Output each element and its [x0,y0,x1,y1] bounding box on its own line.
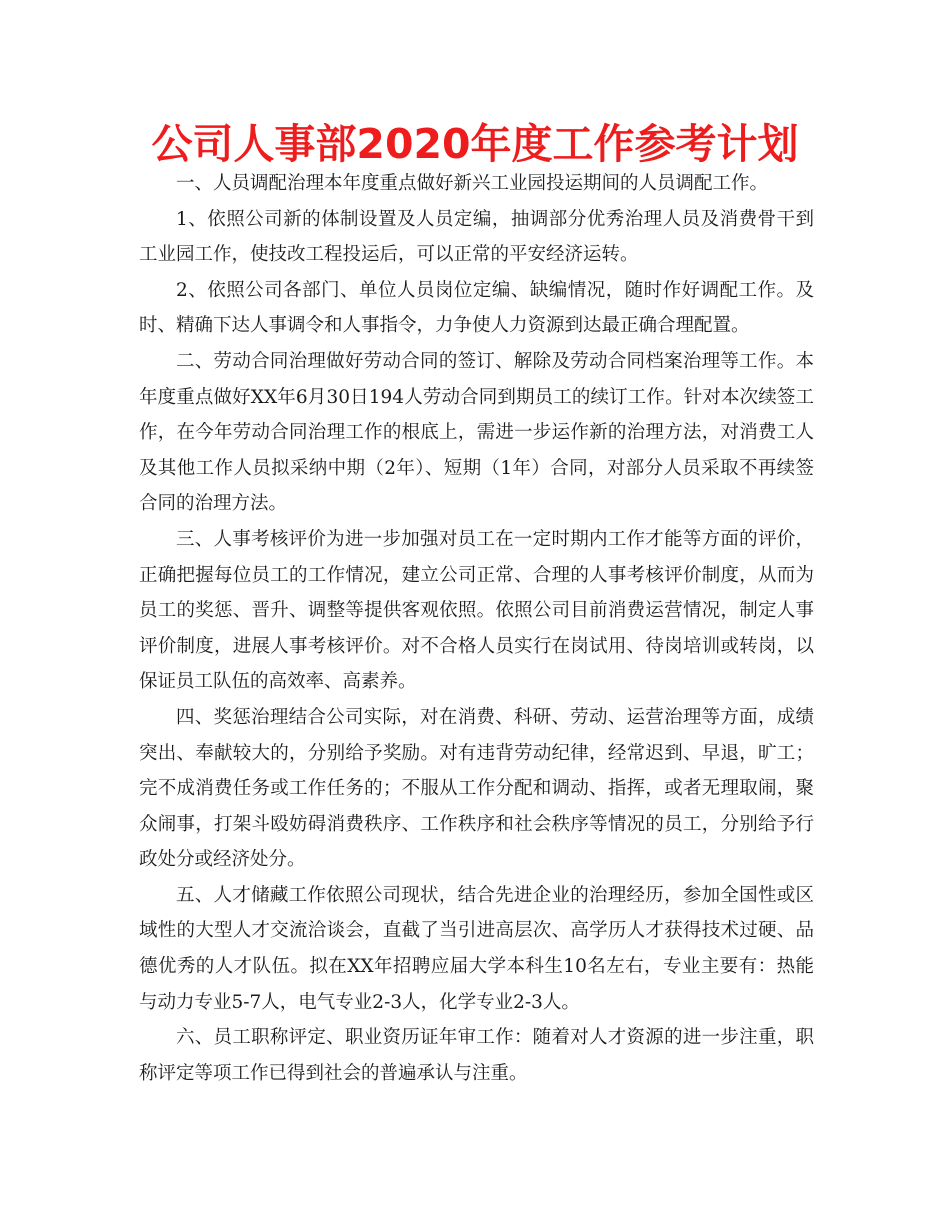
paragraph-title-evaluation: 六、员工职称评定、职业资历证年审工作：随着对人才资源的进一步注重，职称评定等项工作已得到社会的普遍承认与注重。 [139,1027,814,1084]
paragraph-allocation-item-2: 2、依照公司各部门、单位人员岗位定编、缺编情况，随时作好调配工作。及时、精确下达人事调令和人事指令，力争使人力资源到达最正确合理配置。 [139,279,814,337]
paragraph-personnel-allocation: 一、人员调配治理本年度重点做好新兴工业园投运期间的人员调配工作。 [176,173,769,194]
document-title: 公司人事部2020年度工作参考计划 [151,120,799,168]
paragraph-performance-review: 三、人事考核评价为进一步加强对员工在一定时期内工作才能等方面的评价，正确把握每位员工的工作情况，建立公司正常、合理的人事考核评价制度，从而为员工的奖惩、晋升、调整等提供客观依照。依照公司目前消费运营情况，制定人事评价制度，进展人事考核评价。对不合格人员实行在岗试用、待岗培训或转岗，以保证员工队伍的高效率、高素养。 [139,528,814,693]
paragraph-labor-contract: 二、劳动合同治理做好劳动合同的签订、解除及劳动合同档案治理等工作。本年度重点做好XX年6月30日194人劳动合同到期员工的续订工作。针对本次续签工作，在今年劳动合同治理工作的根底上，需进一步运作新的治理方法，对消费工人及其他工作人员拟采纳中期（2年）、短期（1年）合同，对部分人员采取不再续签合同的治理方法。 [139,350,814,515]
document-body [139,166,814,1091]
paragraph-allocation-item-1: 1、依照公司新的体制设置及人员定编，抽调部分优秀治理人员及消费骨干到工业园工作，使技改工程投运后，可以正常的平安经济运转。 [139,208,814,266]
paragraph-rewards-penalties: 四、奖惩治理结合公司实际，对在消费、科研、劳动、运营治理等方面，成绩突出、奉献较大的，分别给予奖励。对有违背劳动纪律，经常迟到、早退，旷工；完不成消费任务或工作任务的；不服从工作分配和调动、指挥，或者无理取闹，聚众闹事，打架斗殴妨碍消费秩序、工作秩序和社会秩序等情况的员工，分别给予行政处分或经济处分。 [139,706,814,871]
paragraph-talent-reserve: 五、人才储藏工作依照公司现状，结合先进企业的治理经历，参加全国性或区域性的大型人才交流洽谈会，直截了当引进高层次、高学历人才获得技术过硬、品德优秀的人才队伍。拟在XX年招聘应届大学本科生10名左右，专业主要有：热能与动力专业5-7人，电气专业2-3人，化学专业2-3人。 [139,884,814,1013]
